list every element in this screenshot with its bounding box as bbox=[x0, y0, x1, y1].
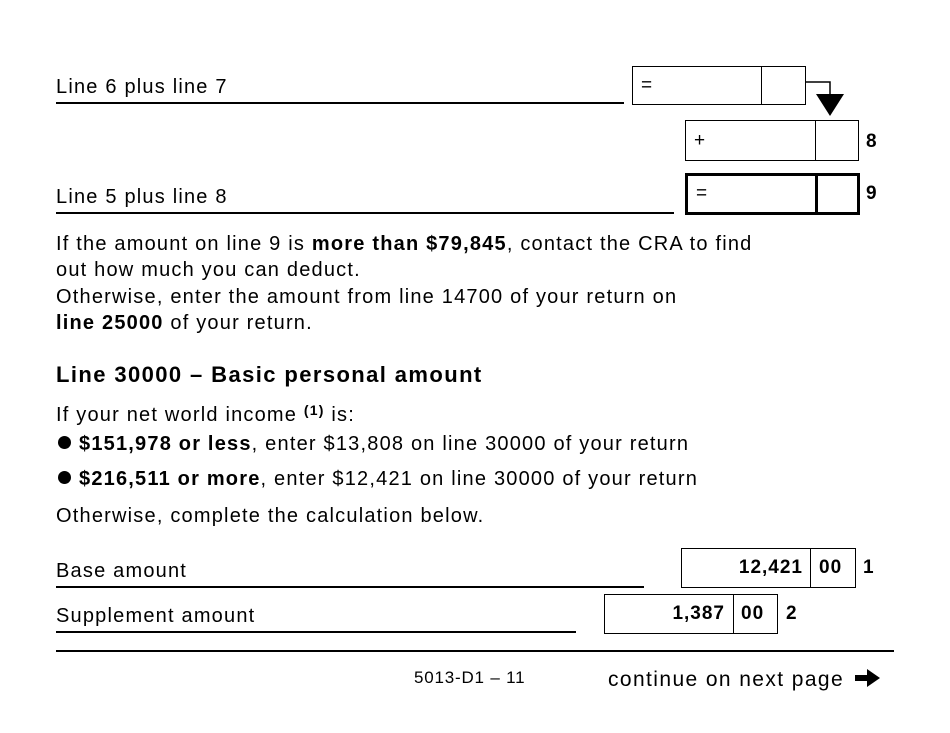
line5-plus-line8-label: Line 5 plus line 8 bbox=[56, 186, 228, 208]
base-amount-rule bbox=[56, 586, 644, 588]
instruction-line-1: If the amount on line 9 is more than $79,845, contact the CRA to find bbox=[56, 233, 753, 255]
supplement-amount-cents: 00 bbox=[741, 603, 765, 624]
base-amount-box[interactable] bbox=[681, 548, 856, 588]
supplement-amount-label: Supplement amount bbox=[56, 605, 256, 627]
cents-divider bbox=[761, 67, 762, 104]
supplement-amount-box[interactable] bbox=[604, 594, 778, 634]
plus-sign: + bbox=[694, 129, 706, 151]
cents-divider bbox=[815, 176, 818, 212]
equals-sign: = bbox=[641, 74, 653, 96]
instruction-line-4: line 25000 of your return. bbox=[56, 312, 313, 334]
arrow-down-icon bbox=[800, 74, 850, 120]
line9-amount-box[interactable] bbox=[685, 173, 860, 215]
bullet-icon bbox=[58, 436, 71, 449]
cents-divider bbox=[815, 121, 816, 160]
line5-plus-line8-rule bbox=[56, 212, 674, 214]
base-amount-dollars: 12,421 bbox=[738, 557, 803, 578]
line6-plus-line7-rule bbox=[56, 102, 624, 104]
instruction-line-2: out how much you can deduct. bbox=[56, 259, 361, 281]
bullet-item-2: $216,511 or more, enter $12,421 on line 30000 of your return bbox=[58, 468, 698, 491]
footnote-marker: (1) bbox=[303, 402, 325, 418]
section-heading: Line 30000 – Basic personal amount bbox=[56, 362, 483, 387]
base-amount-cents: 00 bbox=[819, 557, 843, 578]
otherwise-text: Otherwise, complete the calculation below. bbox=[56, 505, 485, 527]
arrow-right-icon bbox=[853, 667, 881, 689]
form-number: 5013-D1 – 11 bbox=[414, 668, 526, 687]
continue-link[interactable] bbox=[608, 667, 881, 692]
line-number-8: 8 bbox=[866, 131, 877, 152]
continue-text: continue on next page bbox=[608, 668, 845, 691]
footer-rule bbox=[56, 650, 894, 652]
instruction-line-3: Otherwise, enter the amount from line 14700 of your return on bbox=[56, 286, 678, 308]
equals-sign: = bbox=[696, 183, 708, 204]
line-25000-ref: line 25000 bbox=[56, 312, 164, 334]
bullet-item-1: $151,978 or less, enter $13,808 on line 30000 of your return bbox=[58, 433, 689, 456]
line8-amount-box[interactable] bbox=[685, 120, 859, 161]
line6-plus-line7-label: Line 6 plus line 7 bbox=[56, 76, 228, 98]
line6-plus-line7-amount-box[interactable] bbox=[632, 66, 806, 105]
bullet-icon bbox=[58, 471, 71, 484]
line-number-2: 2 bbox=[786, 603, 797, 624]
line-number-9: 9 bbox=[866, 183, 877, 204]
cents-divider bbox=[733, 595, 734, 633]
section-intro: If your net world income $^{(1)}$ is: bbox=[56, 402, 355, 426]
supplement-amount-dollars: 1,387 bbox=[672, 603, 725, 624]
cents-divider bbox=[810, 549, 811, 587]
base-amount-label: Base amount bbox=[56, 560, 188, 582]
supplement-amount-rule bbox=[56, 631, 576, 633]
line-number-1: 1 bbox=[863, 557, 874, 578]
threshold-amount: more than $79,845 bbox=[311, 233, 507, 255]
